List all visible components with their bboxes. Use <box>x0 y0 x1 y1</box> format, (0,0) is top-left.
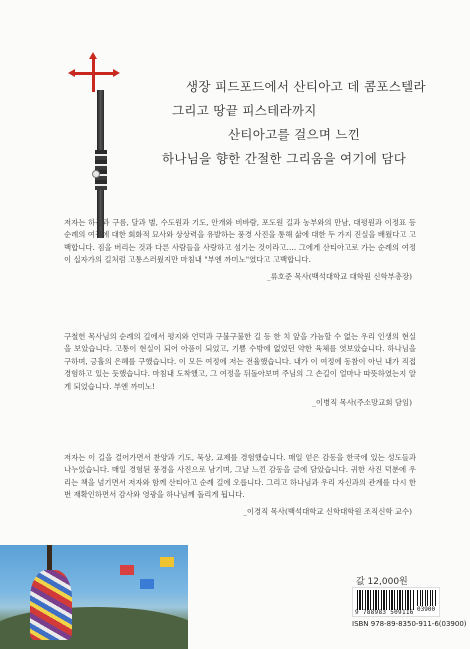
arrow-up-icon <box>89 52 97 59</box>
review-2 <box>64 331 416 409</box>
price-label: 값 12,000원 <box>356 577 408 587</box>
review-attribution: _이경직 목사(백석대학교 신학대학원 조직신학 교수) <box>243 506 412 516</box>
barcode-bars <box>357 590 415 610</box>
barcode <box>352 587 440 617</box>
cross-of-iron-photo <box>0 545 188 649</box>
barcode-addon-number: 03900 <box>417 606 436 613</box>
review-3 <box>64 452 416 518</box>
photo-flag <box>160 557 174 567</box>
barcode-addon-bars <box>417 590 437 606</box>
photo-hill <box>0 607 188 649</box>
headline-line: 산티아고를 걸으며 느낀 <box>228 127 361 142</box>
photo-flag <box>120 565 134 575</box>
photo-offerings-pile <box>30 570 72 640</box>
cross-vertical-arm <box>92 58 95 92</box>
photo-flag <box>140 579 154 589</box>
isbn-label: ISBN 978-89-8350-911-6(03900) <box>352 620 467 628</box>
headline-block <box>150 75 450 171</box>
waymark-cross-photo <box>68 50 138 195</box>
review-attribution: _류호준 목사(백석대학교 대학원 신학부총장) <box>266 271 412 281</box>
review-attribution: _이병직 목사(주소망교회 담임) <box>312 398 412 408</box>
headline-line: 그리고 땅끝 피스테라까지 <box>172 103 317 118</box>
headline-line: 생장 피드포드에서 산티아고 데 콤포스텔라 <box>186 79 426 94</box>
review-1 <box>64 217 416 283</box>
review-body: 구철헌 목사님의 순례의 길에서 평지와 언덕과 구불구불한 길 등 한 치 앞을 가늠할 수 없는 우리 인생의 현실을 보았습니다. 고통이 현실이 되어 아픔이 되었고, 기쁨 수밖에 없었던 약한 육체를 엿보았습니다. 하나님을 구하며, 긍휼의 은혜를 구했습니다. 이 모든 여정에 저는 전율했습니다. 내가 이 여정에 동참이 아닌 내가 직접 경험하고 있는 듯했습니다. 마침내 도착했고, 그 여정을 뒤돌아보며 주님의 그 손길이 얼마나 따뜻하였는지 알게 되었습니다. 부엔 까미노! <box>64 332 416 391</box>
arrow-right-icon <box>113 69 120 77</box>
review-body: 저자는 하늘과 구름, 달과 별, 수도원과 기도, 안개와 비바람, 포도원 길과 농부와의 만남, 대평원과 이정표 등 순례의 여정에 대한 회화적 묘사와 상상력을 유발하는 풍경 사진을 통해 삶에 대한 두 가지 진실을 배웠다고 고백합니다. 짐을 버리는 것과 다른 사람들을 사랑하고 섬기는 것이라고…. 그에게 산티아고로 가는 순례의 여정이 십자가의 길처럼 고통스러웠지만 마침내 "부엔 까미노"였다고 고백합니다. <box>64 218 416 265</box>
barcode-number: 9 788983 509116 <box>355 609 414 616</box>
review-body: 저자는 이 길을 걸어가면서 찬양과 기도, 묵상, 교제를 경험했습니다. 매일 얻은 감동을 한국에 있는 성도들과 나누었습니다. 매일 경험된 풍경을 사진으로 남기며, 그날 느낀 감동을 글에 담았습니다. 귀한 사진 덕분에 우리는 책을 넘기면서 저자와 함께 산티아고 순례 길에 오릅니다. 그리고 하나님과 우리 자신과의 관계를 다시 한 번 재확인하면서 감사와 영광을 하나님께 돌리게 됩니다. <box>64 453 416 500</box>
arrow-left-icon <box>68 69 75 77</box>
pole-scallop-shell-icon <box>92 170 100 178</box>
headline-line: 하나님을 향한 간절한 그리움을 여기에 담다 <box>162 151 407 166</box>
